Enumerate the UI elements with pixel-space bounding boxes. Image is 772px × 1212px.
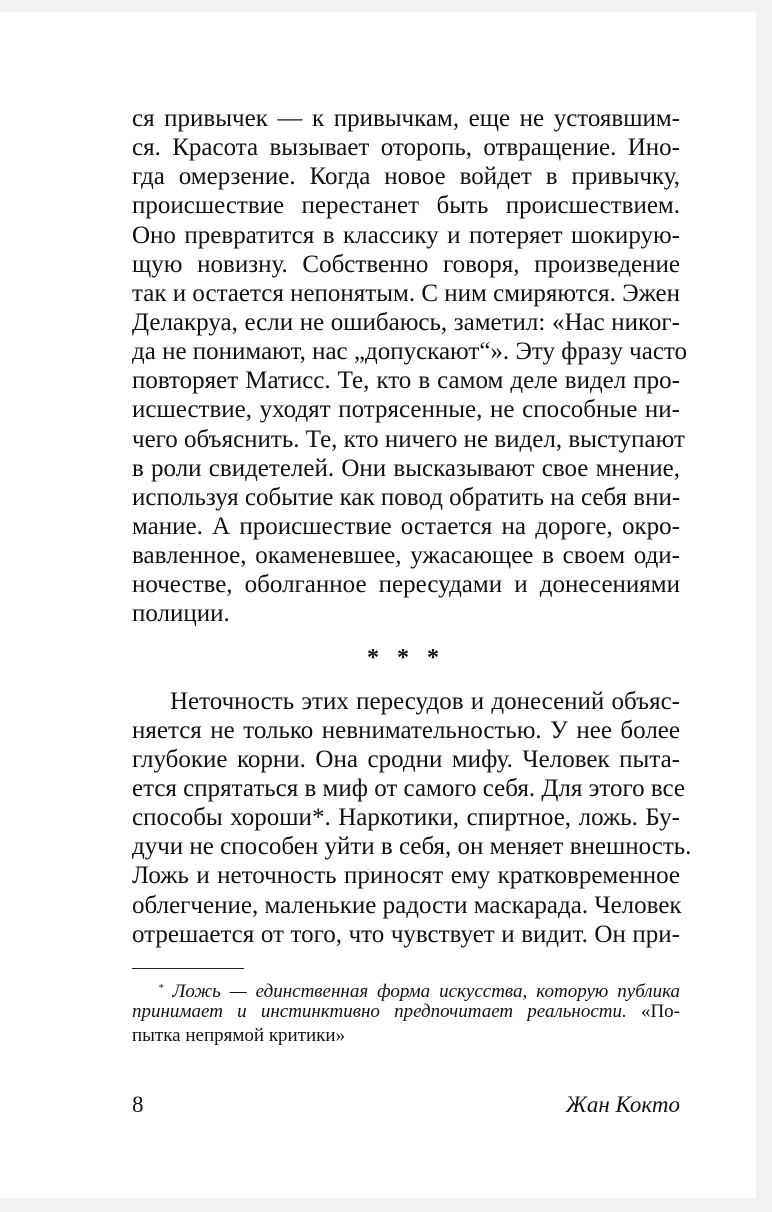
footnote-line — [132, 976, 680, 1000]
footnote-italic-text: Ложь — единственная форма искусства, которую публика — [172, 981, 680, 1002]
text-line: исшествие, уходят потрясенные, не способные ни- — [132, 396, 680, 424]
section-separator: * * * — [367, 644, 445, 671]
text-line: дучи не способен уйти в себя, он меняет внешность. — [132, 833, 692, 861]
footnote-source: «По- — [626, 1001, 680, 1022]
text-line: облегчение, маленькие радости маскарада. Человек — [132, 891, 682, 919]
text-line: няется не только невнимательностью. У нее более — [132, 716, 680, 744]
footnote — [132, 976, 680, 1048]
text-line: да не понимают, нас „допускают“». Эту фразу часто — [132, 338, 688, 366]
text-line: происшествие перестанет быть происшествием. — [132, 192, 680, 220]
text-line: гда омерзение. Когда новое войдет в привычку, — [132, 163, 680, 191]
text-line: Ложь и неточность приносят ему кратковременное — [132, 862, 680, 890]
footnote-line — [132, 1000, 680, 1024]
text-line: мание. А происшествие остается на дороге, окро- — [132, 512, 680, 540]
text-line: чего объяснить. Те, кто ничего не видел, выступают — [132, 425, 685, 453]
text-line: отрешается от того, что чувствует и видит. Он при- — [132, 920, 680, 948]
footnote-italic-text: принимает и инстинктивно предпочитает реальности. — [132, 1001, 627, 1022]
text-line: Оно превратится в классику и потеряет шокирую- — [132, 221, 680, 249]
text-line: ся привычек — к привычкам, еще не устоявшим- — [132, 105, 680, 132]
text-line: способы хороши*. Наркотики, спиртное, ложь. Бу- — [132, 804, 680, 832]
footnote-mark: * — [158, 982, 164, 994]
text-line: ночестве, оболганное пересудами и донесениями — [132, 571, 680, 599]
text-line: повторяет Матисс. Те, кто в самом деле видел про- — [132, 367, 680, 395]
text-line: вавленное, окаменевшее, ужасающее в своем оди- — [132, 542, 680, 570]
paragraph-1 — [132, 104, 688, 629]
text-line: щую новизну. Собственно говоря, произведение — [132, 250, 680, 278]
paragraph-2 — [132, 687, 692, 949]
text-line: глубокие корни. Она сродни мифу. Человек пыта- — [132, 745, 680, 773]
text-line: полиции. — [132, 600, 230, 628]
book-page — [0, 12, 756, 1198]
text-line: ется спрятаться в миф от самого себя. Для этого все — [132, 774, 685, 802]
running-footer-author: Жан Кокто — [565, 1092, 680, 1117]
text-line: Неточность этих пересудов и донесений объяс- — [170, 687, 680, 715]
text-line: используя событие как повод обратить на себя вни- — [132, 483, 681, 511]
text-line: Делакруа, если не ошибаюсь, заметил: «Нас никог- — [132, 308, 680, 336]
footnote-divider — [132, 968, 244, 969]
text-line: ся. Красота вызывает оторопь, отвращение. Ино- — [132, 134, 680, 162]
text-line: в роли свидетелей. Они высказывают свое мнение, — [132, 454, 680, 482]
footnote-line: пытка непрямой критики» — [132, 1025, 346, 1046]
page-footer — [132, 1092, 680, 1122]
main-text — [132, 104, 692, 949]
page-number: 8 — [132, 1092, 144, 1117]
text-line: так и остается непонятым. С ним смиряются. Эжен — [132, 279, 680, 307]
